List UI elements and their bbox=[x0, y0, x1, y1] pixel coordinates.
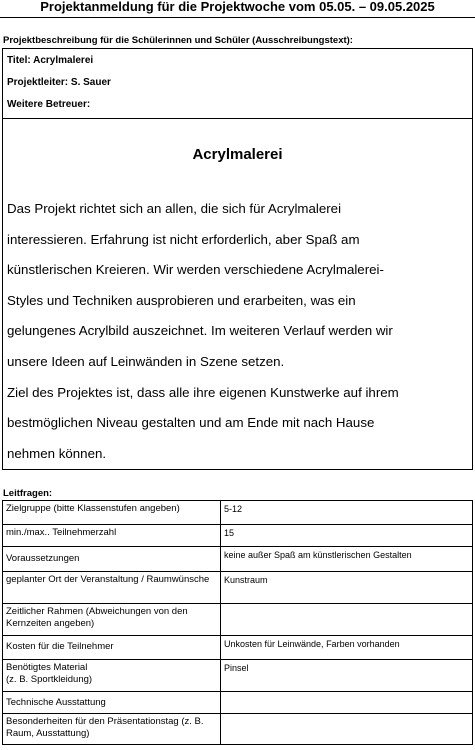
description-heading: Acrylmalerei bbox=[192, 146, 283, 163]
question-cell: Benötigtes Material (z. B. Sportkleidung) bbox=[3, 659, 221, 692]
table-row bbox=[3, 501, 473, 525]
question-cell: Zielgruppe (bitte Klassenstufen angeben) bbox=[3, 501, 221, 525]
table-row bbox=[3, 603, 473, 635]
table-row bbox=[3, 692, 473, 714]
answer-cell: Unkosten für Leinwände, Farben vorhanden bbox=[221, 635, 473, 659]
answer-cell bbox=[221, 714, 473, 745]
project-title-line: Titel: Acrylmalerei bbox=[7, 55, 94, 66]
question-cell: Kosten für die Teilnehmer bbox=[3, 635, 221, 659]
table-row bbox=[3, 524, 473, 547]
table-row bbox=[3, 572, 473, 604]
answer-cell: 15 bbox=[221, 524, 473, 547]
table-row bbox=[3, 659, 473, 692]
question-cell: min./max.. Teilnehmerzahl bbox=[3, 524, 221, 547]
table-row bbox=[3, 635, 473, 659]
answer-cell: Pinsel bbox=[221, 659, 473, 692]
question-cell: Voraussetzungen bbox=[3, 547, 221, 572]
document-title: Projektanmeldung für die Projektwoche vom 05.05. – 09.05.2025 bbox=[0, 0, 475, 18]
answer-cell: keine außer Spaß am künstlerischen Gestalten bbox=[221, 547, 473, 572]
answer-cell bbox=[221, 692, 473, 714]
project-leader-line: Projektleiter: S. Sauer bbox=[7, 77, 111, 88]
question-cell: Technische Ausstattung bbox=[3, 692, 221, 714]
project-info-box bbox=[2, 48, 473, 119]
table-row bbox=[3, 714, 473, 745]
answer-cell: Kunstraum bbox=[221, 572, 473, 604]
project-supervisors-line: Weitere Betreuer: bbox=[7, 99, 91, 110]
answer-cell: 5-12 bbox=[221, 501, 473, 525]
question-cell: Besonderheiten für den Präsentationstag (z. B. Raum, Ausstattung) bbox=[3, 714, 221, 745]
description-section-label: Projektbeschreibung für die Schülerinnen und Schüler (Ausschreibungstext): bbox=[3, 35, 353, 46]
leitfragen-table bbox=[2, 500, 473, 745]
leitfragen-label: Leitfragen: bbox=[3, 488, 53, 499]
description-box bbox=[2, 118, 473, 470]
question-cell: geplanter Ort der Veranstaltung / Raumwünsche bbox=[3, 572, 221, 604]
question-cell: Zeitlicher Rahmen (Abweichungen von den Kernzeiten angeben) bbox=[3, 603, 221, 635]
answer-cell bbox=[221, 603, 473, 635]
table-row bbox=[3, 547, 473, 572]
description-body: Das Projekt richtet sich an allen, die sich für Acrylmalerei interessieren. Erfahrung ist nicht erforderlich, aber Spaß am künstlerischen Kreieren. Wir werden verschiedene Acrylmalerei- Styles und Techniken ausprobieren und erarbeiten, was ein gelungenes Acrylbild auszeichnet. Im weiteren Verlauf werden wir unsere Ideen auf Leinwänden in Szene setzen. Ziel des Projektes ist, dass alle ihre eigenen Kunstwerke auf ihrem bestmöglichen Niveau gestalten und am Ende mit nach Hause nehmen können. bbox=[7, 201, 399, 461]
